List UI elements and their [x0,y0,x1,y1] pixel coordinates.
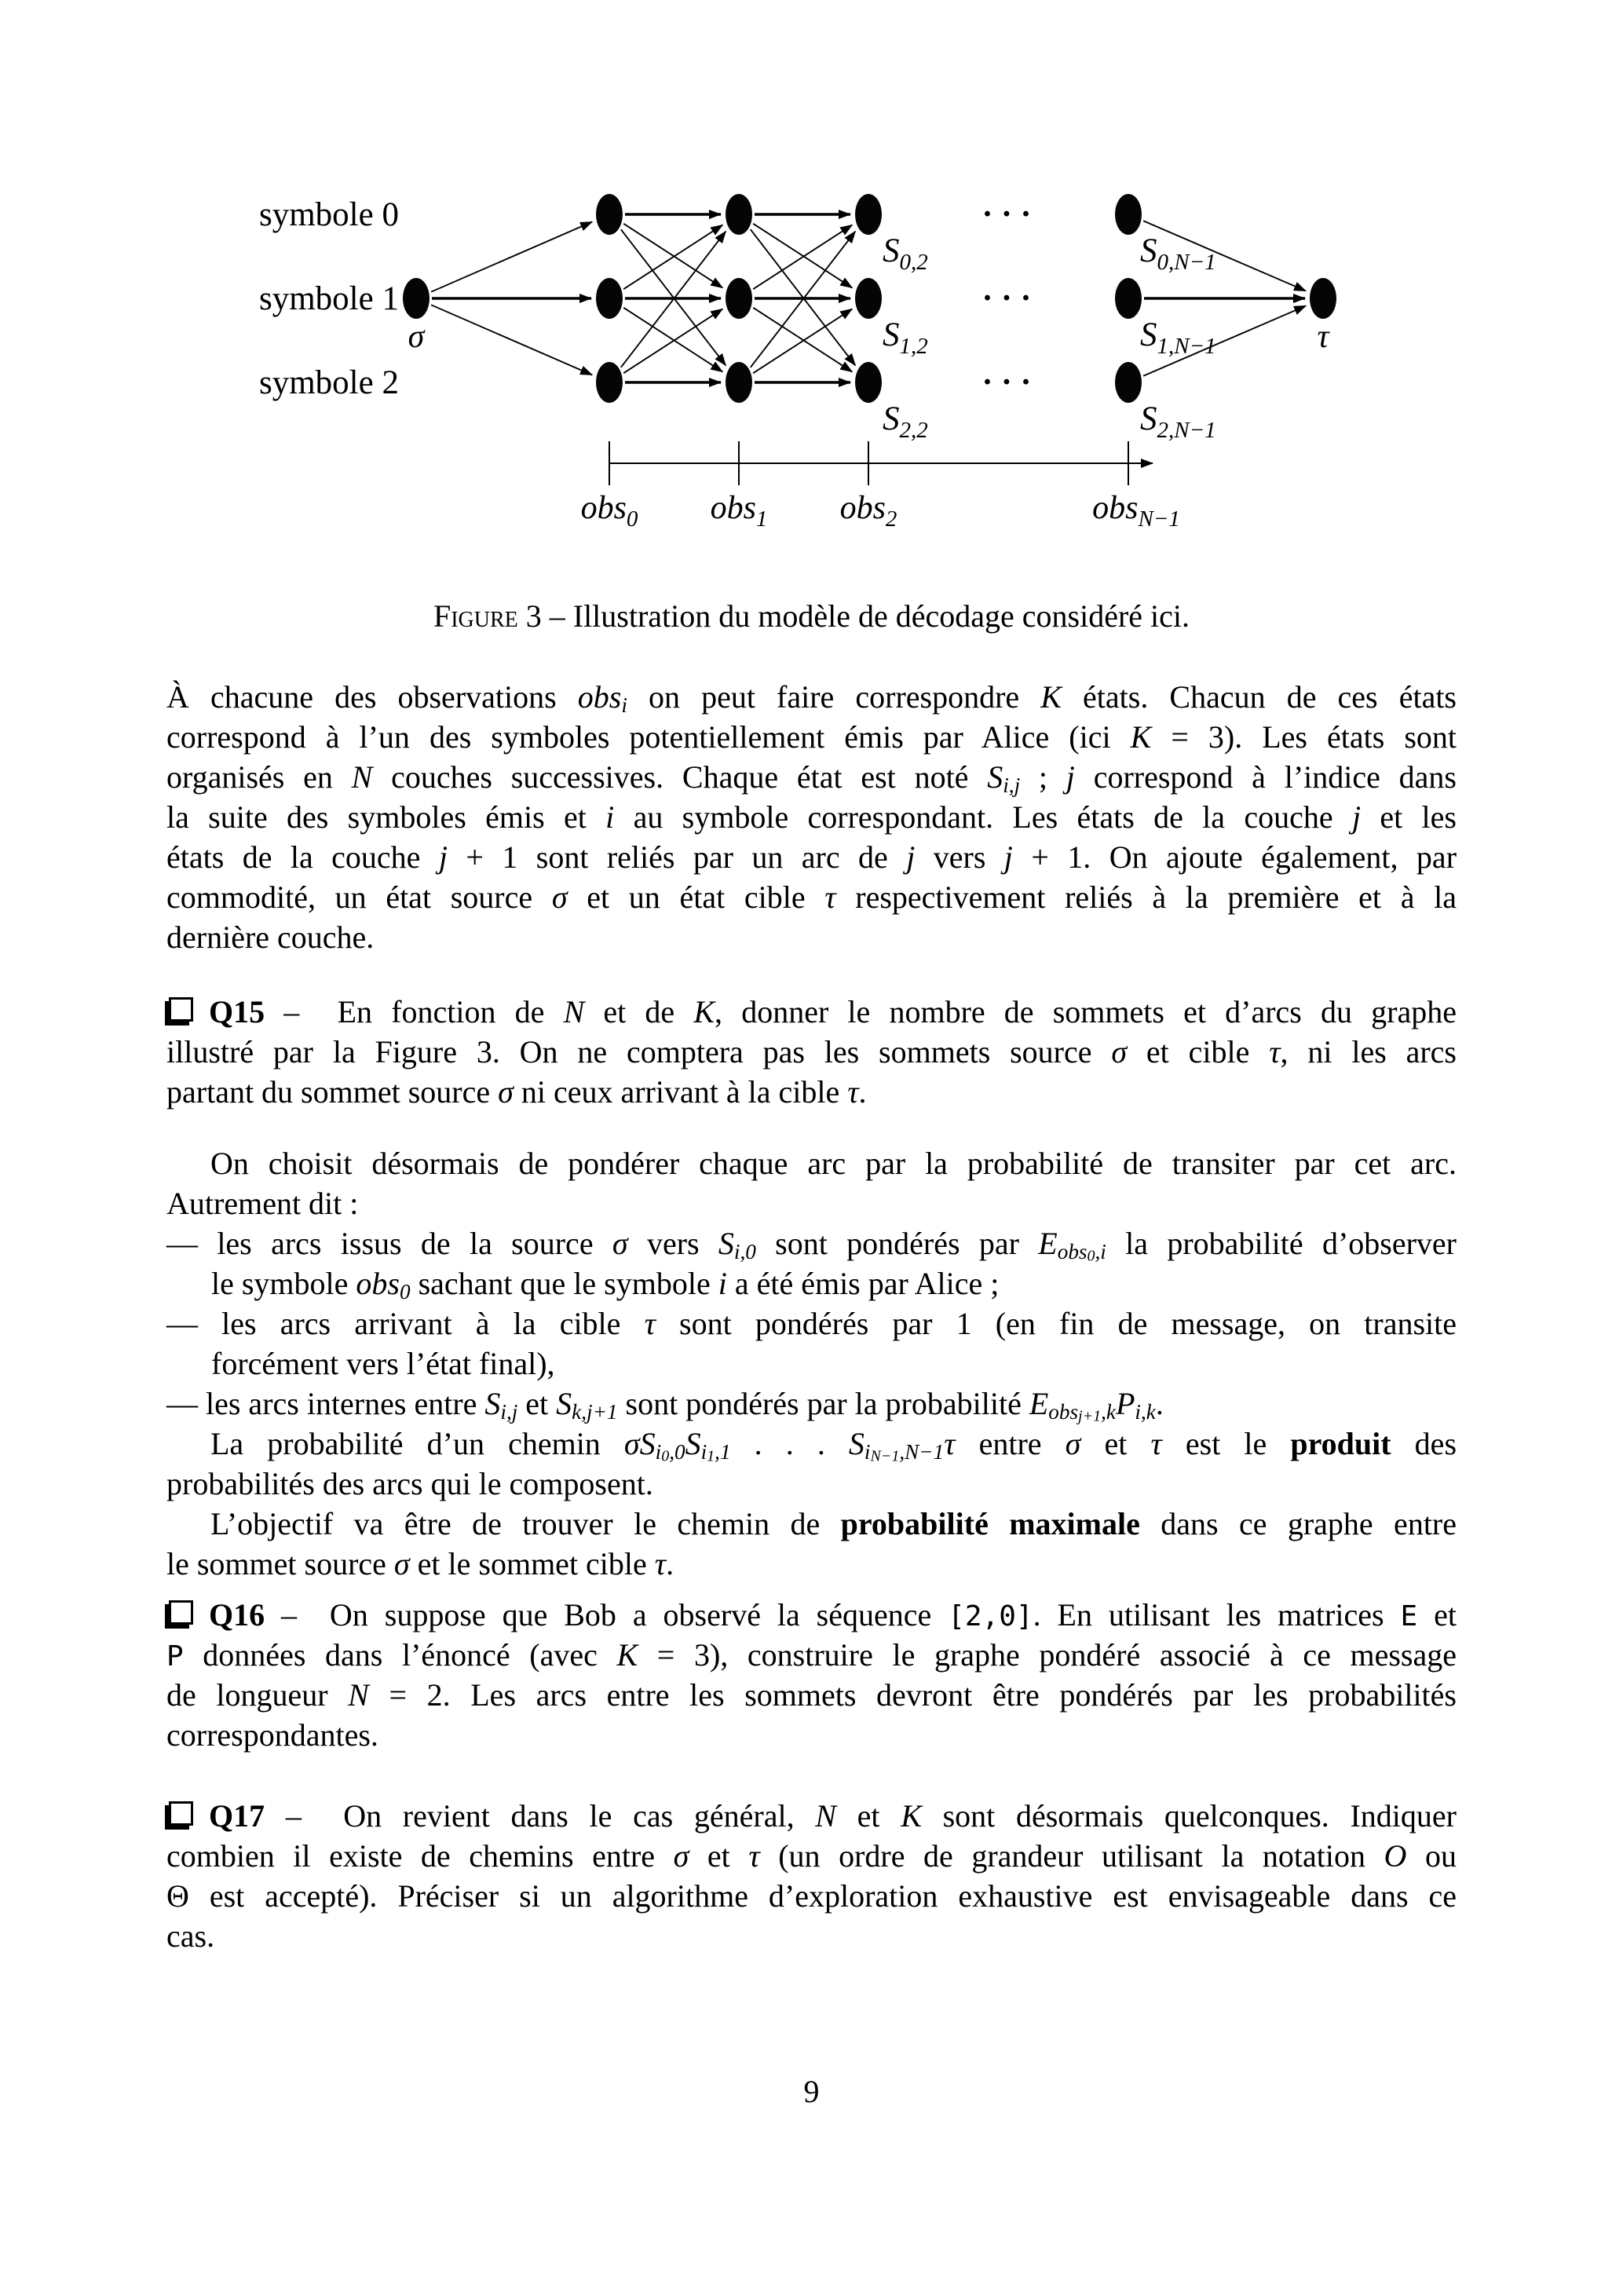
state-node [726,362,752,403]
text-run: sont pondérés par la probabilité [617,1386,1029,1421]
text-run: À chacune des observations [166,679,578,715]
text-run: i,0 [733,1239,756,1263]
text-run: S [685,1426,701,1461]
intro-paragraph [166,677,1457,957]
text-run: de longueur [166,1677,349,1713]
trellis-figure [0,0,1623,565]
text-run: O [1384,1838,1407,1874]
text-run: probabilité maximale [840,1506,1140,1541]
bullet-source-arcs [166,1223,1457,1303]
text-line [166,677,1457,717]
text-run: dans ce graphe entre [1139,1506,1457,1541]
text-run: des [1391,1426,1457,1461]
text-run: – En fonction de [265,994,564,1029]
text-run: obs [1048,1399,1079,1424]
ellipsis-dots: · · · [981,196,1032,232]
ponderation-paragraph [166,1143,1457,1223]
state-node [596,362,623,403]
text-line [166,992,1457,1032]
text-run: organisés en [166,759,352,795]
text-run: S [718,1226,734,1261]
source-label: σ [408,319,425,355]
text-run: – On suppose que Bob a observé la séquence [265,1597,949,1632]
state-node [855,278,882,319]
state-label: $S_{0,2}$ [883,232,928,275]
text-run: i,k [1135,1399,1156,1424]
text-run: σ [1065,1426,1081,1461]
text-run: sont pondérés par [755,1226,1039,1261]
obs-label: obs$_0$ [580,490,638,532]
text-run: ,N−1 [899,1439,945,1464]
text-run: états. Chacun de ces états [1061,679,1457,715]
page-number: 9 [803,2074,820,2109]
text-run: et [689,1838,749,1874]
text-run: i [655,1439,662,1464]
text-run: σ [498,1074,514,1110]
source-node [403,278,430,319]
text-run: ni ceux arrivant à la cible [513,1074,848,1110]
text-run: partant du sommet source [166,1074,499,1110]
state-node [1115,278,1142,319]
text-run: σS [623,1426,656,1461]
text-run: et [1417,1597,1457,1632]
text-run: et [1080,1426,1151,1461]
text-run: i,j [1003,773,1021,797]
text-line [166,1384,1457,1424]
figure-caption-label: Figure [433,598,518,634]
text-run: (un ordre de grandeur utilisant la notation [759,1838,1384,1874]
text-run: – On revient dans le cas général, [265,1798,816,1834]
state-label: $S_{1,2}$ [883,316,928,359]
text-run: . [666,1546,674,1581]
text-run: τ [944,1426,956,1461]
text-run: τ [654,1546,667,1581]
text-run: 1 [707,1447,715,1465]
text-line [166,1303,1457,1344]
text-run: [2,0] [948,1600,1033,1632]
text-run: vers [627,1226,718,1261]
text-line [166,877,1457,917]
text-run: Θ est accepté). Préciser si un algorithme d’exploration exhaustive est envisageable dans ce [166,1878,1457,1914]
text-run: produit [1290,1426,1391,1461]
edge-arrow [431,305,592,375]
text-line [166,797,1457,837]
text-run: entre [955,1426,1066,1461]
text-run: K [1040,679,1062,715]
question-q15 [166,992,1457,1112]
text-run: est le [1161,1426,1291,1461]
text-run: probabilités des arcs qui le composent. [166,1466,653,1501]
text-line [166,1143,1457,1183]
text-line [166,1223,1457,1263]
text-line [166,837,1457,877]
target-node [1310,278,1336,319]
text-line [166,1595,1457,1635]
text-run: 0 [661,1447,670,1465]
text-run: sachant que le symbole [410,1266,718,1301]
obs-label: obs$_2$ [839,490,897,532]
text-line [166,1635,1457,1675]
text-run: j [906,839,916,875]
edge-arrow [623,225,722,289]
bullet-internal-arcs [166,1384,1457,1424]
text-run: K [901,1798,922,1834]
question-q16 [166,1595,1457,1755]
text-run: Autrement dit : [166,1186,359,1221]
text-run: et de [584,994,694,1029]
question-checkbox-icon [169,997,193,1022]
text-run: j [1003,839,1013,875]
text-run: la probabilité d’observer [1106,1226,1457,1261]
text-run: = 3), construire le graphe pondéré associé à ce message [638,1637,1457,1673]
text-run: correspondantes. [166,1717,378,1753]
state-node [596,194,623,235]
text-run: le symbole [211,1266,356,1301]
text-run: sont désormais quelconques. Indiquer [921,1798,1457,1834]
text-run: P [166,1640,184,1673]
state-node [1115,194,1142,235]
text-run: Q17 [209,1798,265,1834]
text-run: S [484,1386,501,1421]
text-run: σ [551,879,568,915]
state-node [855,362,882,403]
text-run: i [700,1439,707,1464]
text-run: ,k [1101,1399,1116,1424]
question-checkbox-icon [169,1801,193,1826]
text-run: K [616,1637,638,1673]
figure-caption-text: 3 – Illustration du modèle de décodage considéré ici. [517,598,1190,634]
text-run: i [605,799,615,835]
text-run: S [556,1386,572,1421]
text-run: σ [612,1226,628,1261]
text-run: obs [1057,1239,1087,1263]
text-run: i [718,1266,727,1301]
text-run: commodité, un état source [166,879,552,915]
text-run: N−1 [870,1447,900,1465]
text-run: obs [356,1266,400,1301]
text-run: i [864,1439,871,1464]
text-line [166,1876,1457,1916]
edge-arrow [753,308,852,372]
text-run: ,1 [715,1439,731,1464]
text-run: illustré par la Figure 3. On ne comptera pas les sommets source [166,1034,1112,1069]
text-run: sont pondérés par 1 (en fin de message, on transite [655,1306,1457,1341]
text-run: E [1038,1226,1058,1261]
text-run: et un état cible [567,879,825,915]
text-run: j [1351,799,1362,835]
obs-label: obs$_1$ [710,490,768,532]
text-run: on peut faire correspondre [627,679,1041,715]
ellipsis-dots: · · · [981,364,1032,400]
text-run: ,0 [669,1439,685,1464]
edge-arrow [753,225,852,289]
text-run: L’objectif va être de trouver le chemin de [210,1506,841,1541]
text-run: cas. [166,1918,215,1954]
question-q17 [166,1796,1457,1956]
text-run: forcément vers l’état final), [211,1346,555,1381]
bullet-target-arcs [166,1303,1457,1384]
state-label: $S_{1,N-1}$ [1140,316,1216,359]
text-run: σ [393,1546,410,1581]
obs-label: obs$_{N-1}$ [1092,490,1180,532]
text-run: . [858,1074,867,1110]
text-run: N [563,994,585,1029]
question-checkbox-icon [169,1600,193,1625]
text-run: N [348,1677,369,1713]
text-run: Q16 [209,1597,265,1632]
text-run: j [438,839,448,875]
text-column [166,677,1457,1956]
state-node [1115,362,1142,403]
text-run: N [815,1798,836,1834]
text-run: obs [577,679,622,715]
text-run: vers [915,839,1004,875]
text-run: Q15 [209,994,265,1029]
edge-arrow [431,222,592,292]
text-run: correspond à l’indice dans [1074,759,1457,795]
text-run: — les arcs arrivant à la cible [166,1306,645,1341]
text-run: . [1155,1386,1164,1421]
text-run: τ [644,1306,656,1341]
text-run: k,j+1 [572,1399,618,1424]
text-run: = 2. Les arcs entre les sommets devront être pondérés par les probabilités [368,1677,1457,1713]
text-run: ,i [1095,1239,1106,1263]
text-run: ou [1406,1838,1457,1874]
text-run: . . . [730,1426,849,1461]
text-run: = 3). Les états sont [1151,719,1457,755]
text-run: la suite des symboles émis et [166,799,606,835]
state-label: $S_{2,N-1}$ [1140,400,1216,443]
text-run: j [1066,759,1075,795]
text-run: i [621,693,627,717]
text-line [166,757,1457,797]
row-label: symbole 1 [259,280,399,317]
text-run: 0 [1087,1247,1095,1265]
text-run: et [835,1798,901,1834]
text-run: et le sommet cible [409,1546,655,1581]
text-run: P [1115,1386,1135,1421]
text-run: + 1. On ajoute également, par [1012,839,1457,875]
text-run: σ [1111,1034,1128,1069]
text-line [166,1504,1457,1544]
text-run: respectivement reliés à la première et à la [835,879,1457,915]
text-run: et les [1361,799,1457,835]
text-run: S [848,1426,865,1461]
text-run: τ [1269,1034,1281,1069]
text-line [166,1424,1457,1464]
text-run: K [693,994,715,1029]
text-line [166,1675,1457,1715]
edge-arrow [623,308,722,372]
state-node [855,194,882,235]
text-run: La probabilité d’un chemin [210,1426,624,1461]
objectif-paragraph [166,1504,1457,1584]
text-line [166,717,1457,757]
text-run: On choisit désormais de pondérer chaque arc par la probabilité de transiter par cet arc. [210,1146,1457,1181]
text-run: N [351,759,373,795]
text-run: E [1029,1386,1049,1421]
text-run: 0 [400,1279,411,1303]
chemin-paragraph [166,1424,1457,1504]
text-run: dernière couche. [166,919,375,955]
text-run: couches successives. Chaque état est noté [372,759,988,795]
text-run: τ [748,1838,760,1874]
text-run: états de la couche [166,839,439,875]
text-run: , donner le nombre de sommets et d’arcs du graphe [715,994,1457,1029]
state-label: $S_{2,2}$ [883,400,928,443]
text-run: τ [1150,1426,1162,1461]
ellipsis-dots: · · · [981,280,1032,316]
state-node [726,278,752,319]
row-label: symbole 0 [259,196,399,233]
text-run: K [1130,719,1152,755]
text-run: + 1 sont reliés par un arc de [447,839,907,875]
text-line [166,1836,1457,1876]
text-run: et cible [1127,1034,1270,1069]
state-node [726,194,752,235]
text-line [166,1796,1457,1836]
text-run: au symbole correspondant. Les états de la couche [614,799,1352,835]
text-run: , ni les arcs [1280,1034,1457,1069]
text-run: σ [673,1838,689,1874]
text-run: ; [1020,759,1066,795]
text-run: . En utilisant les matrices [1033,1597,1401,1632]
text-run: correspond à l’un des symboles potentiellement émis par Alice (ici [166,719,1131,755]
figure-caption [0,597,1623,636]
text-line [166,1032,1457,1072]
text-run: S [987,759,1003,795]
text-run: le sommet source [166,1546,394,1581]
text-run: données dans l’énoncé (avec [183,1637,617,1673]
row-label: symbole 2 [259,364,399,401]
text-run: E [1400,1600,1418,1632]
text-run: combien il existe de chemins entre [166,1838,674,1874]
text-run: i,j [500,1399,518,1424]
text-run: τ [847,1074,859,1110]
text-run: a été émis par Alice ; [726,1266,1000,1301]
text-run: — les arcs issus de la source [166,1226,612,1261]
state-node [596,278,623,319]
text-run: — les arcs internes entre [166,1386,485,1421]
text-run: et [517,1386,557,1421]
state-label: $S_{0,N-1}$ [1140,232,1216,275]
text-run: j+1 [1078,1407,1102,1425]
text-run: τ [824,879,836,915]
target-label: τ [1317,319,1329,355]
